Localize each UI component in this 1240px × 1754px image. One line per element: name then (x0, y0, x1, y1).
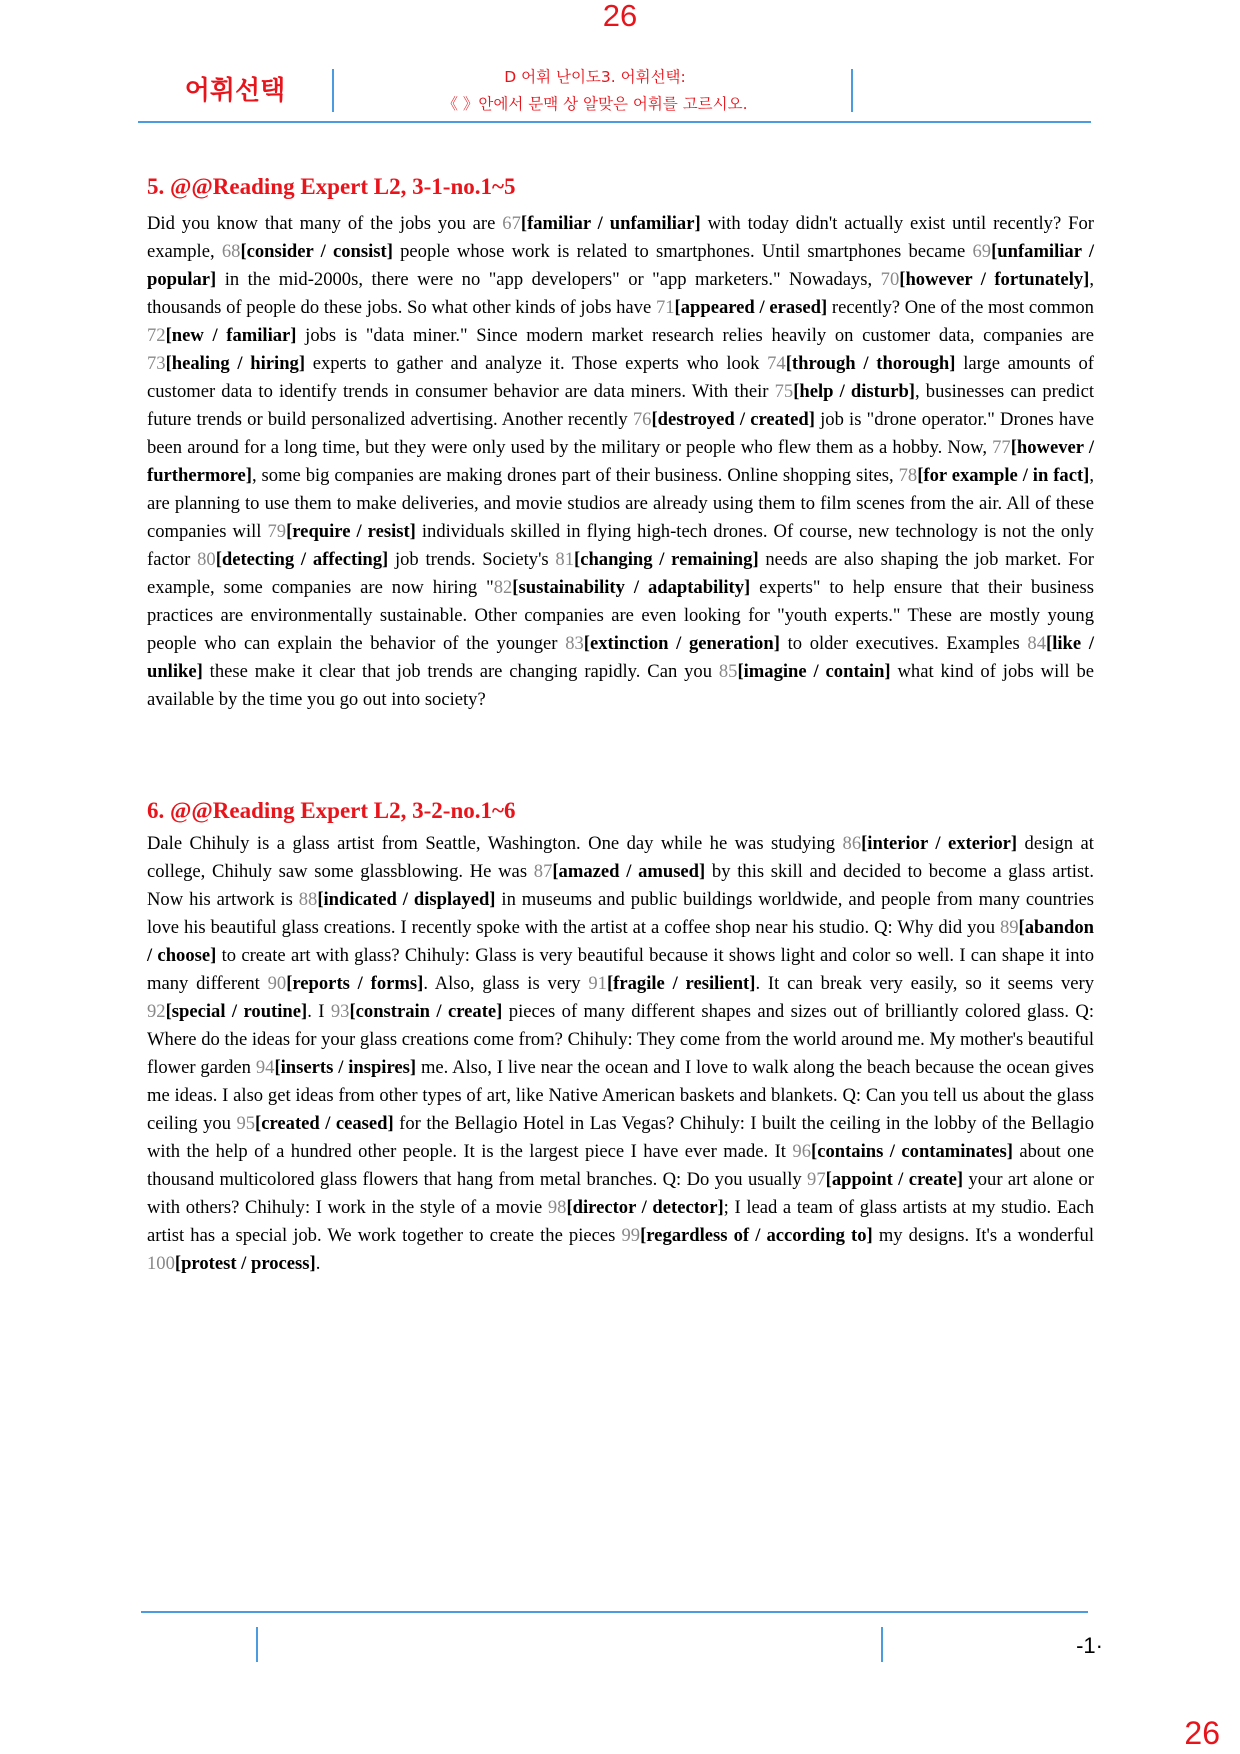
passage-text: design at college, Chihuly saw some glassblowing. He was (147, 833, 1094, 882)
question-number: 83 (565, 633, 584, 654)
question-number: 92 (147, 1001, 166, 1022)
answer-options: [appeared / erased] (674, 297, 828, 318)
answer-options: [unfamiliar / popular] (147, 241, 1095, 290)
passage-text: experts" to help ensure that their business practices are environmentally sustainable. Other companies are even looking for "youth experts." These are mostly young people who can explain the behavior of the younger (147, 577, 1094, 654)
header-divider-left (332, 69, 334, 112)
answer-options: [fragile / resilient] (606, 973, 756, 994)
section-6-title: 6. @@Reading Expert L2, 3-2-no.1~6 (147, 798, 516, 823)
answer-options: [familiar / unfamiliar] (520, 213, 701, 234)
answer-options: [detecting / affecting] (215, 549, 389, 570)
passage-text: in the mid-2000s, there were no "app developers" or "app marketers." Nowadays, (216, 269, 881, 290)
passage-text: large amounts of customer data to identify trends in consumer behavior are data miners. With their (147, 353, 1094, 402)
passage-text: individuals skilled in flying high-tech drones. Of course, new technology is not the only factor (147, 521, 1094, 570)
question-number: 76 (632, 409, 652, 430)
question-number: 86 (842, 833, 862, 854)
passage-text: ; I lead a team of glass artists at my studio. Each artist has a special job. We work together to create the pieces (147, 1197, 1095, 1246)
passage-text: people whose work is related to smartphones. Until smartphones became (392, 241, 973, 262)
answer-options: [new / familiar] (165, 325, 297, 346)
passage-text: Did you know that many of the jobs you are (147, 213, 503, 234)
question-number: 70 (880, 269, 900, 290)
passage-text: to create art with glass? Chihuly: Glass is very beautiful because it shows light and color so well. I can shape it into many different (147, 945, 1095, 994)
answer-options: [director / detector] (566, 1197, 724, 1218)
question-number: 98 (547, 1197, 567, 1218)
section-6-passage (147, 830, 1094, 1278)
passage-text: pieces of many different shapes and sizes out of brilliantly colored glass. Q: Where do the ideas for your glass creations come from? Chihuly: They come from the world around me. My mother's beautiful flower garden (147, 1001, 1094, 1078)
answer-options: [special / routine] (165, 1001, 308, 1022)
passage-text: , some big companies are making drones part of their business. Online shopping sites, (251, 465, 899, 486)
answer-options: [require / resist] (286, 521, 416, 542)
passage-text: by this skill and decided to become a glass artist. Now his artwork is (147, 861, 1094, 910)
passage-text: experts to gather and analyze it. Those experts who look (305, 353, 768, 374)
answer-options: [imagine / contain] (737, 661, 891, 682)
answer-options: [however / fortunately] (899, 269, 1090, 290)
header-divider-right (851, 69, 853, 112)
question-number: 97 (807, 1169, 826, 1190)
question-number: 96 (792, 1141, 812, 1162)
header-title: 어휘선택 (184, 76, 286, 106)
passage-text: , thousands of people do these jobs. So what other kinds of jobs have (147, 269, 1095, 318)
answer-options: [through / thorough] (785, 353, 956, 374)
question-number: 72 (147, 325, 166, 346)
answer-options: [healing / hiring] (165, 353, 306, 374)
passage-text: Dale Chihuly is a glass artist from Seattle, Washington. One day while he was studying (147, 833, 843, 854)
passage-text: about one thousand multicolored glass flowers that hang from metal branches. Q: Do you usually (147, 1141, 1094, 1190)
answer-options: [created / ceased] (255, 1113, 394, 1134)
question-number: 68 (221, 241, 241, 262)
answer-options: [sustainability / adaptability] (512, 577, 751, 598)
answer-options: [changing / remaining] (574, 549, 759, 570)
page-number-top: 26 (602, 0, 638, 33)
passage-text: what kind of jobs will be available by the time you go out into society? (147, 661, 1094, 710)
question-number: 95 (236, 1113, 256, 1134)
question-number: 79 (267, 521, 287, 542)
footer-divider-left (256, 1627, 258, 1662)
passage-text: jobs is "data miner." Since modern market research relies heavily on customer data, companies are (296, 325, 1094, 346)
answer-options: [reports / forms] (286, 973, 424, 994)
answer-options: [like / unlike] (147, 633, 1094, 682)
passage-text: my designs. It's a wonderful (872, 1225, 1095, 1246)
passage-text: recently? One of the most common (827, 297, 1094, 318)
answer-options: [constrain / create] (349, 1001, 503, 1022)
answer-options: [consider / consist] (240, 241, 393, 262)
passage-text: , businesses can predict future trends or build personalized advertising. Another recently (147, 381, 1095, 430)
question-number: 84 (1027, 633, 1047, 654)
passage-text: , are planning to use them to make deliveries, and movie studios are already using them to film scenes from the air. All of these companies will (147, 465, 1094, 542)
question-number: 67 (502, 213, 521, 234)
question-number: 94 (255, 1057, 275, 1078)
passage-text: . I (307, 1001, 331, 1022)
question-number: 82 (493, 577, 513, 598)
passage-text: with today didn't actually exist until recently? For example, (147, 213, 1094, 262)
footer-divider-right (881, 1627, 883, 1662)
passage-text: needs are also shaping the job market. For example, some companies are now hiring " (147, 549, 1094, 598)
header-desc-line2: 《 》안에서 문맥 상 알맞은 어휘를 고르시오. (442, 95, 748, 113)
header-rule (138, 121, 1091, 123)
question-number: 73 (147, 353, 166, 374)
question-number: 78 (898, 465, 918, 486)
passage-text: . (315, 1253, 321, 1274)
passage-text: job is "drone operator." Drones have been around for a long time, but they were only used by the military or people who flew them as a hobby. Now, (147, 409, 1094, 458)
question-number: 81 (555, 549, 574, 570)
passage-text: in museums and public buildings worldwide, and people from many countries love his beautiful glass creations. I recently spoke with the artist at a coffee shop near his studio. Q: Why did you (147, 889, 1094, 938)
question-number: 88 (298, 889, 318, 910)
header-description (335, 64, 855, 118)
passage-text: to older executives. Examples (779, 633, 1028, 654)
passage-text: job trends. Society's (388, 549, 556, 570)
passage-text: . Also, glass is very (423, 973, 589, 994)
answer-options: [appoint / create] (825, 1169, 964, 1190)
answer-options: [contains / contaminates] (811, 1141, 1013, 1162)
question-number: 85 (718, 661, 738, 682)
footer-rule (141, 1611, 1088, 1613)
answer-options: [extinction / generation] (583, 633, 780, 654)
answer-options: [protest / process] (174, 1253, 316, 1274)
question-number: 74 (767, 353, 786, 374)
question-number: 80 (197, 549, 216, 570)
section-5-title: 5. @@Reading Expert L2, 3-1-no.1~5 (147, 174, 516, 199)
question-number: 90 (267, 973, 287, 994)
answer-options: [indicated / displayed] (317, 889, 496, 910)
answer-options: [help / disturb] (793, 381, 915, 402)
passage-text: for the Bellagio Hotel in Las Vegas? Chihuly: I built the ceiling in the lobby of the Bellagio with the help of a hundred other people. It is the largest piece I have ever made. It (147, 1113, 1094, 1162)
answer-options: [amazed / amused] (552, 861, 706, 882)
footer-page-number: -1· (1076, 1633, 1103, 1658)
answer-options: [for example / in fact] (917, 465, 1090, 486)
question-number: 89 (999, 917, 1019, 938)
question-number: 91 (588, 973, 607, 994)
answer-options: [destroyed / created] (651, 409, 815, 430)
answer-options: [abandon / choose] (147, 917, 1094, 966)
section-5-passage (147, 210, 1094, 714)
header-desc-line1: D 어휘 난이도3. 어휘선택: (504, 68, 686, 86)
question-number: 93 (330, 1001, 350, 1022)
answer-options: [however / furthermore] (147, 437, 1094, 486)
question-number: 77 (992, 437, 1011, 458)
page-number-bottom: 26 (1184, 1715, 1220, 1751)
answer-options: [regardless of / according to] (640, 1225, 873, 1246)
question-number: 87 (533, 861, 553, 882)
passage-text: these make it clear that job trends are changing rapidly. Can you (202, 661, 719, 682)
passage-text: your art alone or with others? Chihuly: I work in the style of a movie (147, 1169, 1094, 1218)
passage-text: . It can break very easily, so it seems very (755, 973, 1094, 994)
question-number: 99 (621, 1225, 641, 1246)
question-number: 100 (147, 1253, 175, 1274)
question-number: 69 (972, 241, 992, 262)
answer-options: [interior / exterior] (861, 833, 1018, 854)
answer-options: [inserts / inspires] (274, 1057, 417, 1078)
question-number: 71 (655, 297, 675, 318)
passage-text: me. Also, I live near the ocean and I love to walk along the beach because the ocean gives me ideas. I also get ideas from other types of art, like Native American baskets and blankets. Q: Can you tell us about the glass ceiling you (147, 1057, 1094, 1134)
question-number: 75 (774, 381, 794, 402)
